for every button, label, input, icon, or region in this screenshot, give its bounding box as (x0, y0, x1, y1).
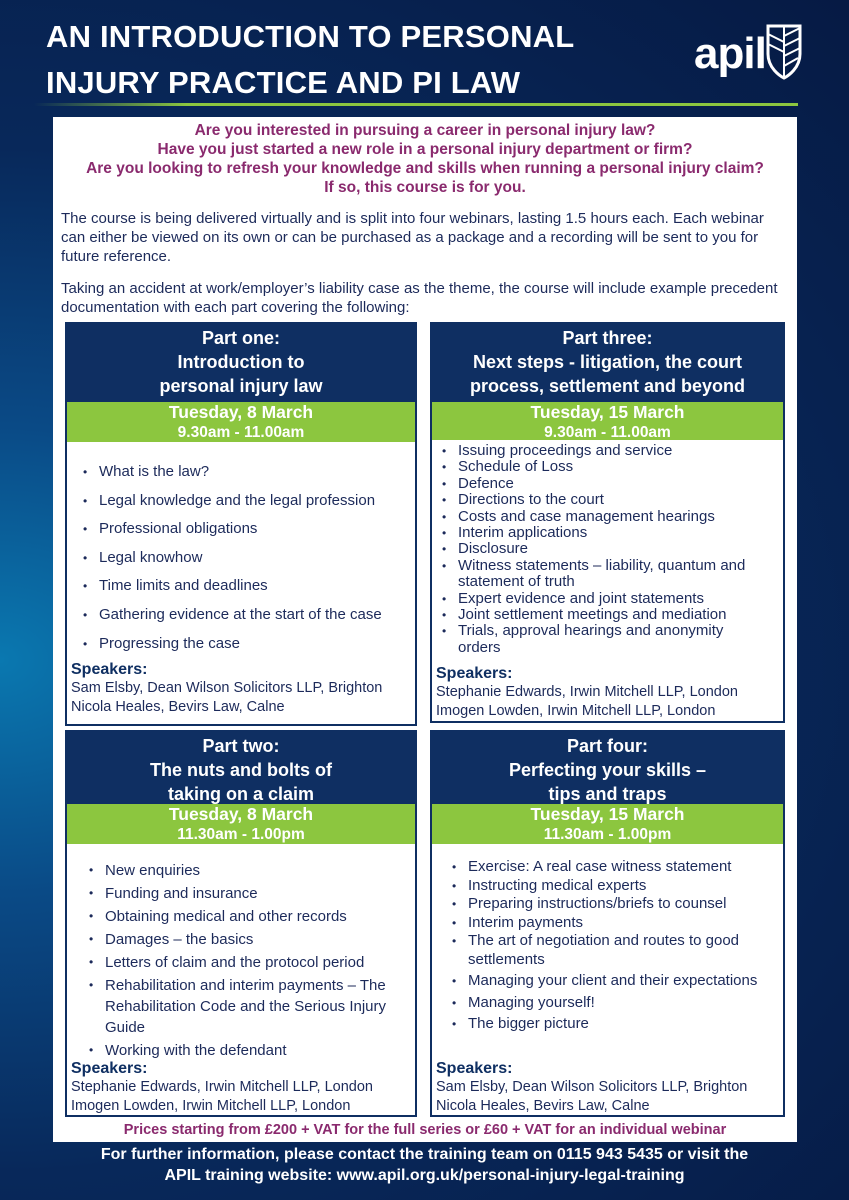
shield-icon (766, 24, 802, 80)
part-three-speakers (436, 664, 738, 721)
part-four-date-bar (432, 804, 783, 844)
part-two-card (65, 730, 417, 1117)
list-item: • Preparing instructions/briefs to counsel (450, 895, 770, 914)
list-item: • Letters of claim and the protocol period (87, 952, 407, 973)
list-item: • Progressing the case (81, 630, 382, 659)
list-item: • Legal knowhow (81, 544, 382, 573)
speaker: Imogen Lowden, Irwin Mitchell LLP, London (71, 1098, 351, 1114)
list-item: • The art of negotiation and routes to good settlements (450, 932, 770, 969)
part-three-topics (440, 443, 780, 656)
part-time: 9.30am - 11.00am (544, 424, 671, 441)
list-item: • Issuing proceedings and service (440, 443, 780, 459)
part-title-line: Part three: (562, 328, 653, 348)
part-title-line: Part two: (202, 736, 280, 756)
part-title-line: Perfecting your skills – (508, 760, 707, 780)
list-item: • Disclosure (440, 541, 780, 557)
part-three-card (430, 322, 785, 723)
part-title-line: taking on a claim (167, 784, 315, 804)
page-title (46, 14, 666, 106)
list-item: • Working with the defendant (87, 1040, 407, 1061)
part-two-topics (87, 860, 407, 1061)
part-time: 9.30am - 11.00am (177, 424, 305, 441)
part-title-line: process, settlement and beyond (469, 376, 746, 396)
title-divider (34, 103, 798, 106)
list-item: • Trials, approval hearings and anonymity orders (440, 623, 740, 656)
list-item: • Gathering evidence at the start of the case (81, 601, 382, 630)
speaker: Stephanie Edwards, Irwin Mitchell LLP, London (71, 1079, 374, 1095)
speaker: Nicola Heales, Bevirs Law, Calne (71, 699, 285, 715)
part-four-header (432, 732, 783, 804)
part-four-card (430, 730, 785, 1117)
part-title-line: Part one: (201, 328, 280, 348)
speakers-heading: Speakers: (71, 1060, 148, 1077)
list-item: • Professional obligations (81, 515, 382, 544)
intro-question: If so, this course is for you. (324, 179, 526, 196)
list-item: • New enquiries (87, 860, 407, 881)
part-date: Tuesday, 8 March (168, 402, 314, 422)
list-item: • Exercise: A real case witness statement (450, 858, 770, 877)
list-item: • Interim applications (440, 525, 780, 541)
part-two-speakers (71, 1059, 373, 1116)
content-panel (53, 117, 797, 1142)
part-title-line: personal injury law (159, 376, 323, 396)
title-line-1: AN INTRODUCTION TO PERSONAL (46, 19, 575, 54)
list-item: • Witness statements – liability, quantum and statement of truth (440, 558, 780, 591)
part-one-speakers (71, 660, 382, 717)
list-item: • Time limits and deadlines (81, 572, 382, 601)
part-one-topics (81, 458, 382, 658)
part-two-header (67, 732, 415, 804)
intro-paragraph-2: Taking an accident at work/employer’s liability case as the theme, the course will include example precedent documentation with each part covering the following: (61, 280, 778, 316)
list-item: • Defence (440, 476, 780, 492)
list-item: • Interim payments (450, 914, 770, 933)
part-title-line: The nuts and bolts of (150, 760, 332, 780)
list-item: • Obtaining medical and other records (87, 906, 407, 927)
list-item: • Costs and case management hearings (440, 509, 780, 525)
apil-logo (694, 24, 804, 84)
intro-question: Are you looking to refresh your knowledge and skills when running a personal injury claim? (86, 160, 764, 177)
list-item: • Damages – the basics (87, 929, 407, 950)
part-three-date-bar (432, 402, 783, 440)
part-two-date-bar (67, 804, 415, 844)
part-date: Tuesday, 15 March (530, 402, 685, 422)
part-three-header (432, 324, 783, 402)
speaker: Sam Elsby, Dean Wilson Solicitors LLP, Brighton (436, 1079, 748, 1095)
intro-question: Have you just started a new role in a personal injury department or firm? (157, 141, 693, 158)
list-item: • What is the law? (81, 458, 382, 487)
footer-line-2: APIL training website: www.apil.org.uk/personal-injury-legal-training (164, 1167, 685, 1184)
part-title-line: tips and traps (548, 784, 667, 804)
intro-paragraph-1: The course is being delivered virtually and is split into four webinars, lasting 1.5 hours each. Each webinar can either be viewed on its own or can be purchased as a package and a recording will be sent to you for future reference. (61, 210, 764, 265)
list-item: • Managing your client and their expectations (450, 972, 770, 991)
logo-text: apil (694, 29, 766, 78)
intro-questions (53, 121, 797, 197)
list-item: • Funding and insurance (87, 883, 407, 904)
list-item: • Instructing medical experts (450, 877, 770, 896)
speaker: Sam Elsby, Dean Wilson Solicitors LLP, Brighton (71, 680, 383, 696)
list-item: • Legal knowledge and the legal profession (81, 487, 382, 516)
part-title-line: Part four: (567, 736, 648, 756)
list-item: • The bigger picture (450, 1015, 770, 1034)
part-four-speakers (436, 1059, 747, 1116)
pricing-note: Prices starting from £200 + VAT for the full series or £60 + VAT for an individual webinar (123, 1122, 727, 1138)
list-item: • Schedule of Loss (440, 459, 780, 475)
part-one-card (65, 322, 417, 726)
part-one-date-bar (67, 402, 415, 442)
part-one-header (67, 324, 415, 402)
speaker: Stephanie Edwards, Irwin Mitchell LLP, London (436, 684, 739, 700)
list-item: • Expert evidence and joint statements (440, 591, 780, 607)
list-item: • Rehabilitation and interim payments – The Rehabilitation Code and the Serious Injury Guide (87, 975, 407, 1038)
footer-contact (0, 1144, 849, 1186)
part-four-topics (450, 858, 770, 1034)
speakers-heading: Speakers: (436, 1060, 513, 1077)
footer-line-1: For further information, please contact the training team on 0115 943 5435 or visit the (100, 1146, 749, 1163)
part-title-line: Introduction to (177, 352, 305, 372)
part-time: 11.30am - 1.00pm (177, 826, 305, 843)
title-line-2: INJURY PRACTICE AND PI LAW (46, 65, 521, 100)
speakers-heading: Speakers: (71, 661, 148, 678)
speakers-heading: Speakers: (436, 665, 513, 682)
list-item: • Managing yourself! (450, 994, 770, 1013)
intro-question: Are you interested in pursuing a career in personal injury law? (194, 122, 656, 139)
part-time: 11.30am - 1.00pm (543, 826, 672, 843)
part-date: Tuesday, 15 March (530, 804, 685, 824)
part-date: Tuesday, 8 March (168, 804, 314, 824)
list-item: • Joint settlement meetings and mediation (440, 607, 780, 623)
speaker: Imogen Lowden, Irwin Mitchell LLP, London (436, 703, 716, 719)
part-title-line: Next steps - litigation, the court (472, 352, 743, 372)
list-item: • Directions to the court (440, 492, 780, 508)
speaker: Nicola Heales, Bevirs Law, Calne (436, 1098, 650, 1114)
